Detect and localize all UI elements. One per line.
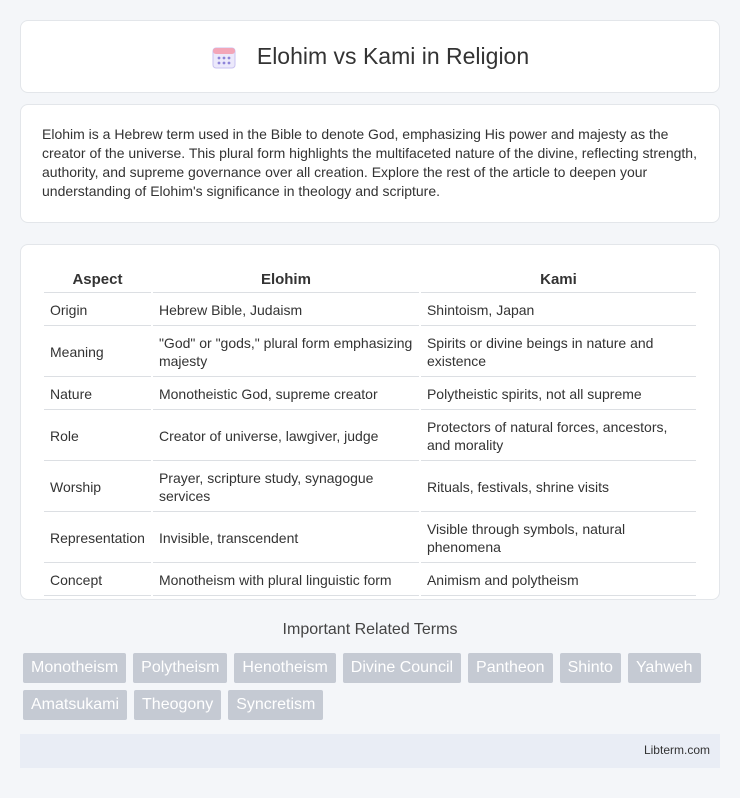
table-cell: Invisible, transcendent	[153, 514, 419, 563]
tag-syncretism[interactable]: Syncretism	[228, 690, 323, 720]
footer	[20, 734, 720, 768]
intro-card	[20, 104, 720, 223]
table-cell: Rituals, festivals, shrine visits	[421, 463, 696, 512]
tag-theogony[interactable]: Theogony	[134, 690, 221, 720]
table-cell: Spirits or divine beings in nature and existence	[421, 328, 696, 377]
header-card	[20, 20, 720, 93]
table-cell: Visible through symbols, natural phenomena	[421, 514, 696, 563]
table-header-row	[44, 267, 696, 293]
table-row	[44, 412, 696, 461]
tag-amatsukami[interactable]: Amatsukami	[23, 690, 127, 720]
table-cell: Concept	[44, 565, 151, 596]
table-row	[44, 514, 696, 563]
table-cell: "God" or "gods," plural form emphasizing majesty	[153, 328, 419, 377]
table-row	[44, 328, 696, 377]
table-row	[44, 379, 696, 410]
comparison-card	[20, 244, 720, 600]
table-cell: Hebrew Bible, Judaism	[153, 295, 419, 326]
table-row	[44, 295, 696, 326]
table-cell: Polytheistic spirits, not all supreme	[421, 379, 696, 410]
table-cell: Nature	[44, 379, 151, 410]
table-cell: Origin	[44, 295, 151, 326]
table-cell: Shintoism, Japan	[421, 295, 696, 326]
tag-pantheon[interactable]: Pantheon	[468, 653, 553, 683]
tag-shinto[interactable]: Shinto	[560, 653, 621, 683]
table-cell: Worship	[44, 463, 151, 512]
table-cell: Creator of universe, lawgiver, judge	[153, 412, 419, 461]
tag-yahweh[interactable]: Yahweh	[628, 653, 701, 683]
related-terms-title: Important Related Terms	[282, 621, 458, 638]
table-cell: Monotheism with plural linguistic form	[153, 565, 419, 596]
table-cell: Animism and polytheism	[421, 565, 696, 596]
page-title: Elohim vs Kami in Religion	[256, 43, 530, 69]
table-cell: Monotheistic God, supreme creator	[153, 379, 419, 410]
column-header-kami: Kami	[421, 267, 696, 293]
related-terms-list	[23, 653, 723, 727]
tag-divine-council[interactable]: Divine Council	[343, 653, 461, 683]
table-cell: Prayer, scripture study, synagogue services	[153, 463, 419, 512]
calendar-icon	[211, 44, 237, 70]
table-cell: Meaning	[44, 328, 151, 377]
comparison-table	[42, 265, 698, 598]
table-row	[44, 463, 696, 512]
table-row	[44, 565, 696, 596]
table-cell: Role	[44, 412, 151, 461]
tag-polytheism[interactable]: Polytheism	[133, 653, 227, 683]
table-cell: Protectors of natural forces, ancestors, and morality	[421, 412, 696, 461]
column-header-elohim: Elohim	[153, 267, 419, 293]
intro-text: Elohim is a Hebrew term used in the Bible to denote God, emphasizing His power and majesty as the creator of the universe. This plural form highlights the multifaceted nature of the divine, reflecting strength, authority, and supreme governance over all creation. Explore the rest of the article to deepen your understanding of Elohim's significance in theology and scripture.	[42, 126, 697, 199]
column-header-aspect: Aspect	[44, 267, 151, 293]
table-cell: Representation	[44, 514, 151, 563]
tag-henotheism[interactable]: Henotheism	[234, 653, 335, 683]
tag-monotheism[interactable]: Monotheism	[23, 653, 126, 683]
footer-site-link[interactable]: Libterm.com	[643, 743, 710, 757]
